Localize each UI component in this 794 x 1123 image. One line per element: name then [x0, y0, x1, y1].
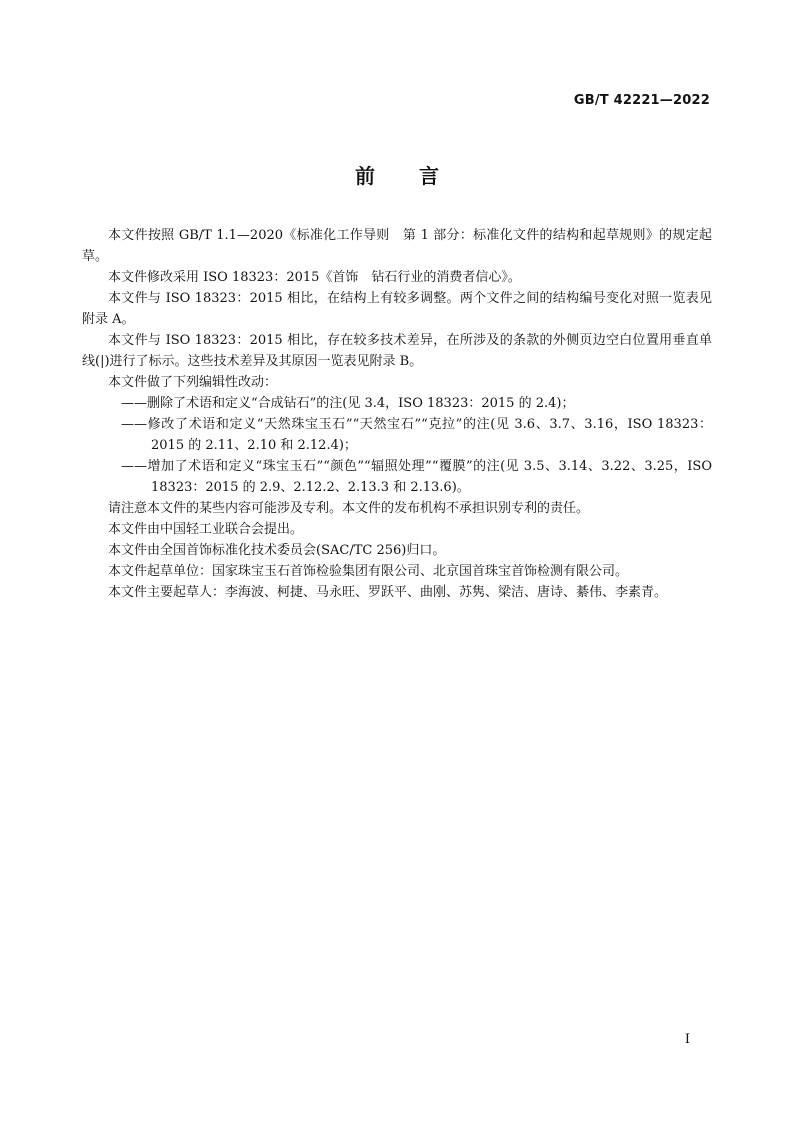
paragraph-modified-adoption: 本文件修改采用 ISO 18323：2015《首饰 钻石行业的消费者信心》。	[108, 270, 521, 285]
title-char-2: 言	[419, 164, 439, 188]
paragraph-proposed-by: 本文件由中国轻工业联合会提出。	[108, 522, 304, 537]
paragraph-managed-by: 本文件由全国首饰标准化技术委员会(SAC/TC 256)归口。	[108, 543, 446, 558]
foreword-body	[82, 225, 712, 603]
paragraph-drafting-rules: 本文件按照 GB/T 1.1—2020《标准化工作导则 第 1 部分：标准化文件的结构和起草规则》的规定起草。	[82, 228, 712, 264]
list-item-added-notes: ——增加了术语和定义“珠宝玉石”“颜色”“辐照处理”“覆膜”的注(见 3.5、3.14、3.22、3.25，ISO 18323：2015 的 2.9、2.12.2、2.13.3 和 2.13.6)。	[121, 459, 712, 495]
list-item-modified-notes: ——修改了术语和定义“天然珠宝玉石”“天然宝石”“克拉”的注(见 3.6、3.7、3.16，ISO 18323：2015 的 2.11、2.10 和 2.12.4)；	[121, 417, 712, 453]
paragraph-drafting-units: 本文件起草单位：国家珠宝玉石首饰检验集团有限公司、北京国首珠宝首饰检测有限公司。	[108, 564, 629, 579]
title-char-1: 前	[355, 164, 375, 188]
page-number: I	[684, 1032, 690, 1047]
list-item-deleted-note: ——删除了术语和定义“合成钻石”的注(见 3.4，ISO 18323：2015 的 2.4)；	[121, 396, 575, 411]
paragraph-patent-notice: 请注意本文件的某些内容可能涉及专利。本文件的发布机构不承担识别专利的责任。	[108, 501, 590, 516]
paragraph-drafters: 本文件主要起草人：李海波、柯捷、马永旺、罗跃平、曲刚、苏隽、梁洁、唐诗、綦伟、李素青。	[108, 585, 668, 600]
paragraph-structure-changes: 本文件与 ISO 18323：2015 相比，在结构上有较多调整。两个文件之间的结构编号变化对照一览表见附录 A。	[82, 291, 712, 327]
page-title	[0, 160, 794, 189]
document-code: GB/T 42221—2022	[573, 93, 710, 108]
paragraph-editorial-changes: 本文件做了下列编辑性改动：	[108, 375, 278, 390]
paragraph-technical-differences: 本文件与 ISO 18323：2015 相比，存在较多技术差异，在所涉及的条款的外侧页边空白位置用垂直单线(|)进行了标示。这些技术差异及其原因一览表见附录 B。	[82, 333, 712, 369]
